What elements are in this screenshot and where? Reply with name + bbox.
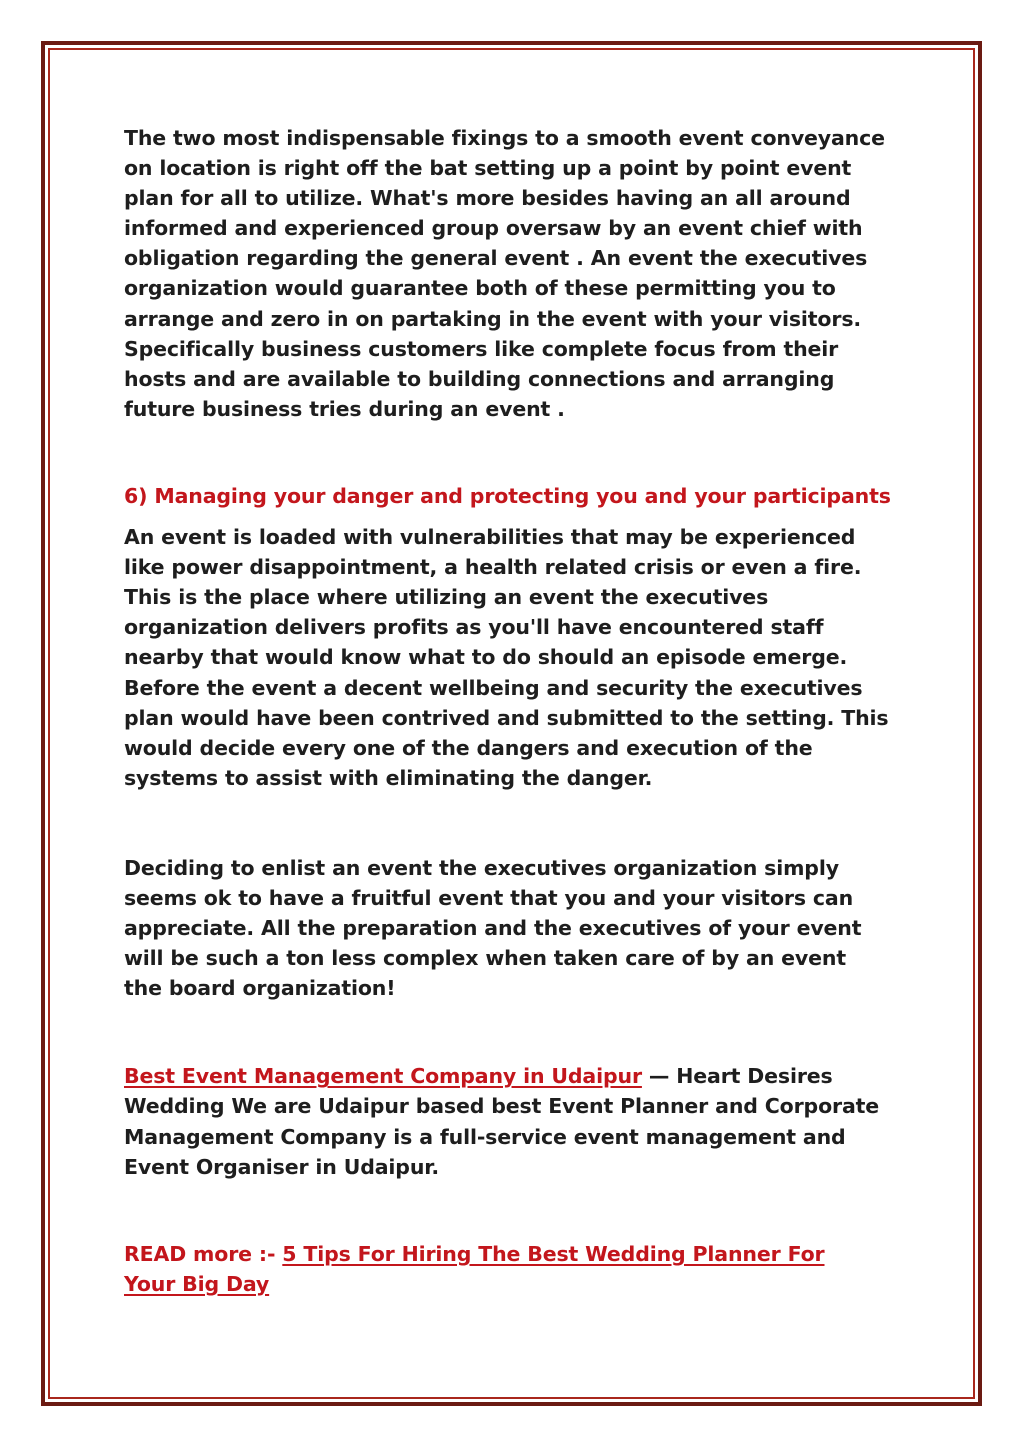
read-more-label: READ more :-	[124, 1241, 283, 1266]
document-body	[124, 123, 909, 1299]
paragraph-danger: An event is loaded with vulnerabilities that may be experienced like power disappointment, a health related crisis or even a fire. This is the place where utilizing an event the executives organization delivers profits as you'll have encountered staff nearby that would know what to do should an episode emerge. Before the event a decent wellbeing and security the executives plan would have been contrived and submitted to the setting. This would decide every one of the dangers and execution of the systems to assist with eliminating the danger.	[124, 525, 889, 790]
paragraph-conclusion: Deciding to enlist an event the executives organization simply seems ok to have a fruitful event that you and your visitors can appreciate. All the preparation and the executives of your event will be such a ton less complex when taken care of by an event the board organization!	[124, 855, 862, 1001]
promo-text: — Heart Desires Wedding We are Udaipur based best Event Planner and Corporate Management Company is a full-service event management and Event Organiser in Udaipur.	[124, 1064, 880, 1179]
promo-paragraph	[124, 1061, 909, 1181]
paragraph-intro: The two most indispensable fixings to a smooth event conveyance on location is right off the bat setting up a point by point event plan for all to utilize. What's more besides having an all around informed and experienced group oversaw by an event chief with obligation regarding the general event . An event the executives organization would guarantee both of these permitting you to arrange and zero in on partaking in the event with your visitors. Specifically business customers like complete focus from their hosts and are available to building connections and arranging future business tries during an event .	[124, 126, 885, 421]
wedding-planner-tips-link[interactable]: 5 Tips For Hiring The Best Wedding Planner For Your Big Day	[124, 1241, 825, 1296]
read-more-line	[124, 1239, 909, 1299]
section-heading-6: 6) Managing your danger and protecting you and your participants	[124, 483, 891, 508]
best-event-company-link[interactable]: Best Event Management Company in Udaipur	[124, 1064, 642, 1089]
